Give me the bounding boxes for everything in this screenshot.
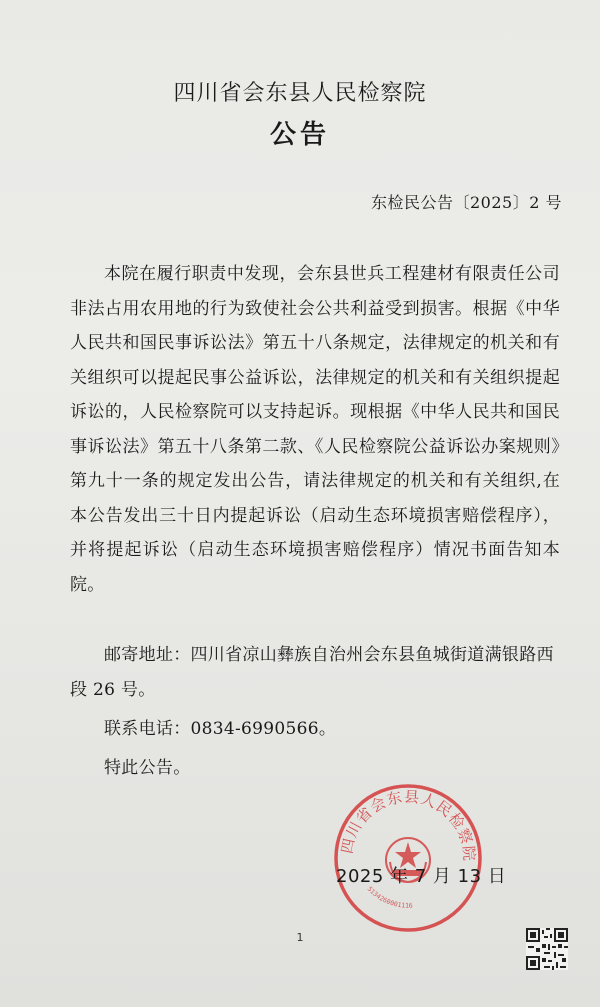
seal-text: 四川省会东县人民检察院 — [337, 787, 479, 863]
document-title: 公告 — [269, 120, 330, 150]
organization-title: 四川省会东县人民检察院 — [173, 81, 427, 106]
page-number: 1 — [296, 931, 304, 944]
closing-statement: 特此公告。 — [104, 758, 191, 778]
document-number: 东检民公告〔2025〕2 号 — [371, 193, 562, 212]
official-seal-stamp — [332, 782, 484, 934]
svg-text:5134260001116 — [366, 885, 413, 910]
signature-date: 2025 年 7 月 13 日 — [336, 866, 507, 887]
seal-code: 5134260001116 — [365, 884, 413, 910]
qr-code-icon — [526, 928, 568, 970]
mailing-address: 邮寄地址：四川省凉山彝族自治州会东县鱼城街道满银路西段 26 号。 — [70, 645, 554, 700]
announcement-body: 本院在履行职责中发现，会东县世兵工程建材有限责任公司非法占用农用地的行为致使社会公共利益受到损害。根据《中华人民共和国民事诉讼法》第五十八条规定，法律规定的机关和有关组织可以提起民事公益诉讼，法律规定的机关和有关组织提起诉讼的，人民检察院可以支持起诉。现根据《中华人民共和国民事诉讼法》第五十八条第二款、《人民检察院公益诉讼办案规则》第九十一条的规定发出公告，请法律规定的机关和有关组织,在本公告发出三十日内提起诉讼（启动生态环境损害赔偿程序），并将提起诉讼（启动生态环境损害赔偿程序）情况书面告知本院。 — [70, 264, 560, 595]
contact-phone: 联系电话：0834-6990566。 — [104, 719, 337, 739]
